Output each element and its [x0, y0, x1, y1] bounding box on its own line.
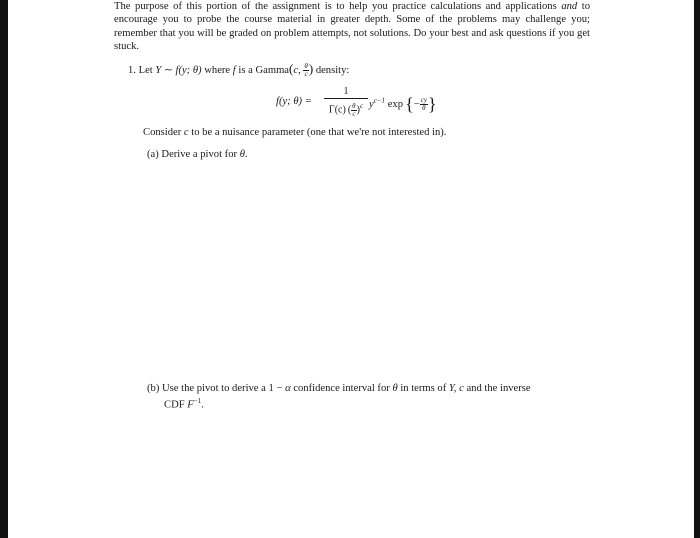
fraction-numerator: 1: [343, 86, 349, 97]
part-b-label: (b): [147, 383, 160, 394]
part-a-text: Derive a pivot for: [161, 149, 238, 160]
equation-rest: $y^{c-1}$ exp {− $\frac{cy}{\theta}$ }: [369, 94, 437, 114]
part-b-alpha: α: [285, 383, 291, 394]
consider-text-b: to be a nuisance parameter (one that we're not interested in).: [191, 127, 447, 138]
consider-text-a: Consider: [143, 127, 182, 138]
equation-fraction: [324, 86, 368, 118]
var-Y: Y: [155, 65, 162, 76]
part-b-vars: Y, c: [448, 383, 464, 394]
part-b-line-2: CDF $F^{-1}$.: [164, 397, 204, 411]
part-a: [147, 149, 248, 160]
density-expr: f(y; θ): [175, 65, 202, 76]
part-b-text-d: and the inverse: [466, 383, 531, 394]
intro-line-1: The purpose of this portion of the assignment is to help you practice calculations and applications: [114, 1, 557, 12]
part-b-theta: θ: [392, 383, 398, 394]
intro-line-4: and ask questions if you get stuck.: [114, 27, 590, 52]
gamma-params: (c, $\frac{\theta}{c}$ ): [289, 61, 314, 79]
intro-paragraph: [114, 0, 590, 53]
part-a-end: .: [244, 149, 248, 160]
fraction-denominator: Γ(c) ( $\frac{\theta}{c}$ )$^c$: [328, 101, 364, 118]
part-a-label: (a): [147, 149, 159, 160]
problem-number: 1.: [128, 65, 136, 76]
equation-lhs: f(y; θ) =: [276, 96, 312, 107]
exp-label: exp: [387, 99, 403, 110]
part-b-text-c: in terms of: [400, 383, 447, 394]
part-b-text-b: confidence interval for: [293, 383, 390, 394]
problem-text-density: density:: [315, 65, 350, 76]
var-f: f: [232, 65, 236, 76]
problem-text-where: where: [204, 65, 231, 76]
intro-emphasis: and: [561, 1, 578, 12]
problem-1-statement: [128, 62, 349, 78]
consider-statement: [143, 127, 446, 138]
sim-symbol: ∼: [163, 65, 173, 76]
problem-text-gamma: is a Gamma: [238, 65, 290, 76]
part-a-var: θ: [239, 149, 245, 160]
problem-text-let: Let: [138, 65, 153, 76]
intro-line-3: challenge you; remember that you will be graded on problem attempts, not solutions. Do your best: [114, 14, 590, 39]
intro-line-2: to encourage you to probe the course material in greater depth. Some of the problems may: [114, 1, 591, 26]
var-c: c: [183, 127, 189, 138]
part-b: [147, 382, 531, 412]
part-b-text-a: Use the pivot to derive a 1 −: [162, 383, 283, 394]
